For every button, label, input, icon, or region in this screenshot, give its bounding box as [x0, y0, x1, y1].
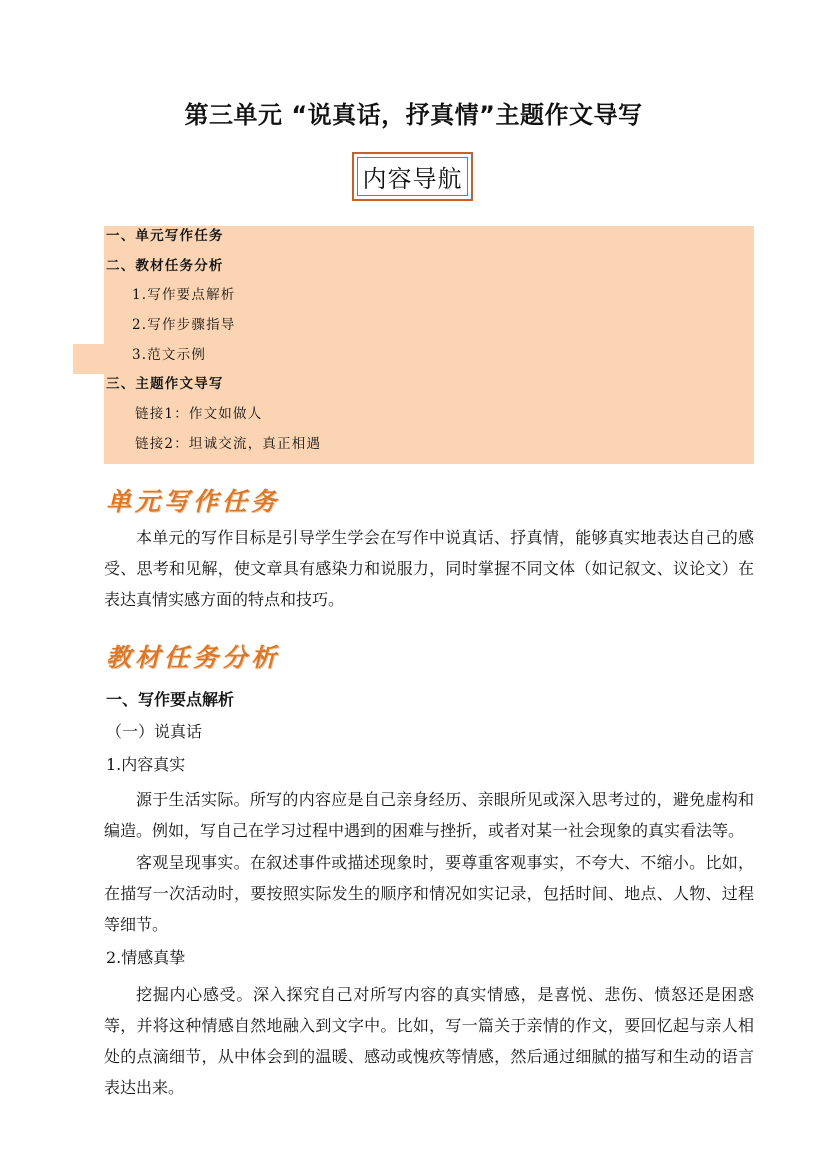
toc-item: 二、教材任务分析: [106, 258, 224, 274]
point-heading: 1.内容真实: [106, 755, 186, 774]
toc-item: 一、单元写作任务: [106, 228, 224, 244]
toc-item: 链接2：坦诚交流，真正相遇: [135, 436, 322, 452]
toc-item: 三、主题作文导写: [106, 376, 224, 392]
paragraph: 本单元的写作目标是引导学生学会在写作中说真话、抒真情，能够真实地表达自己的感受、思考和见解，使文章具有感染力和说服力，同时掌握不同文体（如记叙文、议论文）在表达真情实感方面的特点和技巧。: [104, 528, 754, 609]
toc-decoration-tab: [73, 344, 104, 374]
document-title: 第三单元 “说真话，抒真情”主题作文导写: [184, 101, 643, 129]
toc-item: 3.范文示例: [132, 347, 207, 363]
paragraph: 客观呈现事实。在叙述事件或描述现象时，要尊重客观事实，不夸大、不缩小。比如，在描写一次活动时，要按照实际发生的顺序和情况如实记录，包括时间、地点、人物、过程等细节。: [104, 853, 754, 934]
section-heading: 教材任务分析: [106, 643, 281, 672]
toc-item: 1.写作要点解析: [132, 287, 236, 303]
subheading: 一、写作要点解析: [106, 690, 235, 709]
point-heading: 2.情感真挚: [106, 948, 186, 967]
toc-item: 链接1：作文如做人: [135, 406, 263, 422]
section-heading: 单元写作任务: [106, 487, 281, 516]
content-navigation-box: [352, 152, 473, 201]
toc-item: 2.写作步骤指导: [132, 317, 236, 333]
paragraph: 源于生活实际。所写的内容应是自己亲身经历、亲眼所见或深入思考过的，避免虚构和编造。例如，写自己在学习过程中遇到的困难与挫折，或者对某一社会现象的真实看法等。: [104, 790, 754, 840]
content-navigation-title: 内容导航: [357, 157, 468, 196]
subheading: （一）说真话: [106, 722, 203, 741]
paragraph: 挖掘内心感受。深入探究自己对所写内容的真实情感，是喜悦、悲伤、愤怒还是困惑等，并将这种情感自然地融入到文字中。比如，写一篇关于亲情的作文，要回忆起与亲人相处的点滴细节，从中体会到的温暖、感动或愧疚等情感，然后通过细腻的描写和生动的语言表达出来。: [104, 985, 754, 1097]
